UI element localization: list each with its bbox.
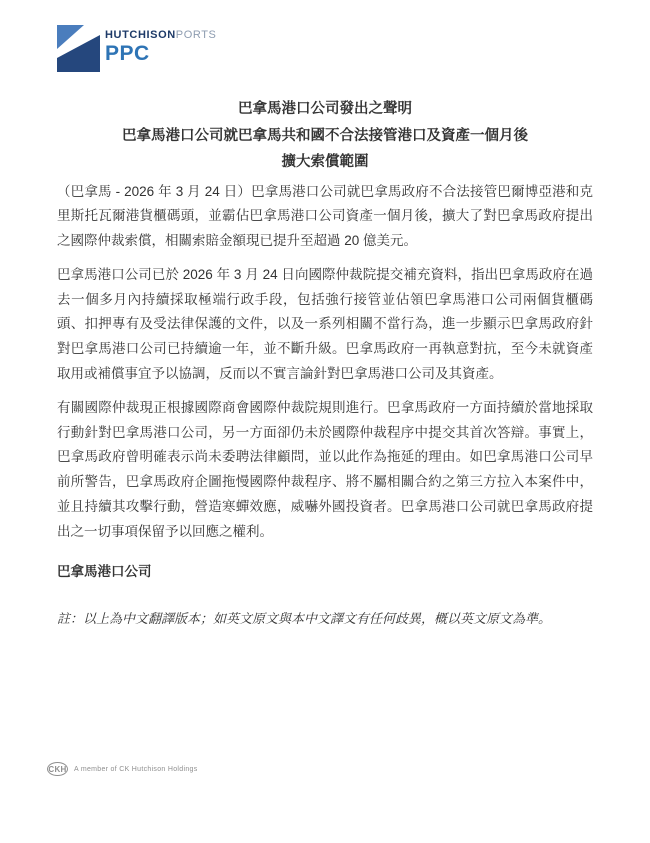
paragraph-2: 巴拿馬港口公司已於 2026 年 3 月 24 日向國際仲裁院提交補充資料，指出巴拿馬政府在過去一個多月內持續採取極端行政手段，包括強行接管並佔領巴拿馬港口公司兩個貨櫃碼頭、扣押專有及受法律保護的文件，以及一系列相關不當行為，進一步顯示巴拿馬政府針對巴拿馬港口公司已持續逾一年，並不斷升級。巴拿馬政府一再執意對抗，至今未就資產取用或補償事宜予以協調，反而以不實言論針對巴拿馬港口公司及其資產。	[57, 266, 593, 382]
brand-line	[105, 30, 217, 41]
member-of-ck-hutchison-text: A member of CK Hutchison Holdings	[74, 765, 198, 773]
logo-wordmark	[105, 25, 217, 64]
paragraph-3: 有關國際仲裁現正根據國際商會國際仲裁院規則進行。巴拿馬政府一方面持續於當地採取行動針對巴拿馬港口公司，另一方面卻仍未於國際仲裁程序中提交其首次答辯。事實上，巴拿馬政府曾明確表示尚未委聘法律顧問，並以此作為拖延的理由。如巴拿馬港口公司早前所警告，巴拿馬政府企圖拖慢國際仲裁程序、將不屬相關合約之第三方拉入本案件中，並且持續其攻擊行動，營造寒蟬效應，威嚇外國投資者。巴拿馬港口公司就巴拿馬政府提出之一切事項保留予以回應之權利。	[57, 399, 593, 539]
ckh-logo-text: CKH	[48, 764, 67, 774]
statement-body	[57, 180, 593, 633]
title-line-1: 巴拿馬港口公司發出之聲明	[238, 101, 412, 117]
hutchison-ports-logo-icon	[57, 25, 100, 72]
ckh-logo-icon	[47, 762, 68, 776]
footer	[47, 762, 198, 776]
title-line-3: 擴大索償範圍	[281, 154, 369, 170]
brand-ppc-text: PPC	[105, 42, 150, 65]
brand-ports-text: PORTS	[175, 29, 217, 41]
paragraph-1: （巴拿馬 - 2026 年 3 月 24 日）巴拿馬港口公司就巴拿馬政府不合法接管巴爾博亞港和克里斯托瓦爾港貨櫃碼頭，並霸佔巴拿馬港口公司資產一個月後，擴大了對巴拿馬政府提出之國際仲裁索償，相關索賠金額現已提升至超過 20 億美元。	[57, 183, 593, 249]
signature-company-name: 巴拿馬港口公司	[57, 563, 152, 579]
brand-hutchison-text: HUTCHISON	[105, 29, 176, 41]
translation-note: 註：以上為中文翻譯版本；如英文原文與本中文譯文有任何歧異，概以英文原文為準。	[57, 611, 552, 627]
title-line-2: 巴拿馬港口公司就巴拿馬共和國不合法接管港口及資產一個月後	[122, 127, 528, 144]
hutchison-ports-ppc-logo	[57, 25, 593, 72]
statement-title-block	[57, 96, 593, 176]
